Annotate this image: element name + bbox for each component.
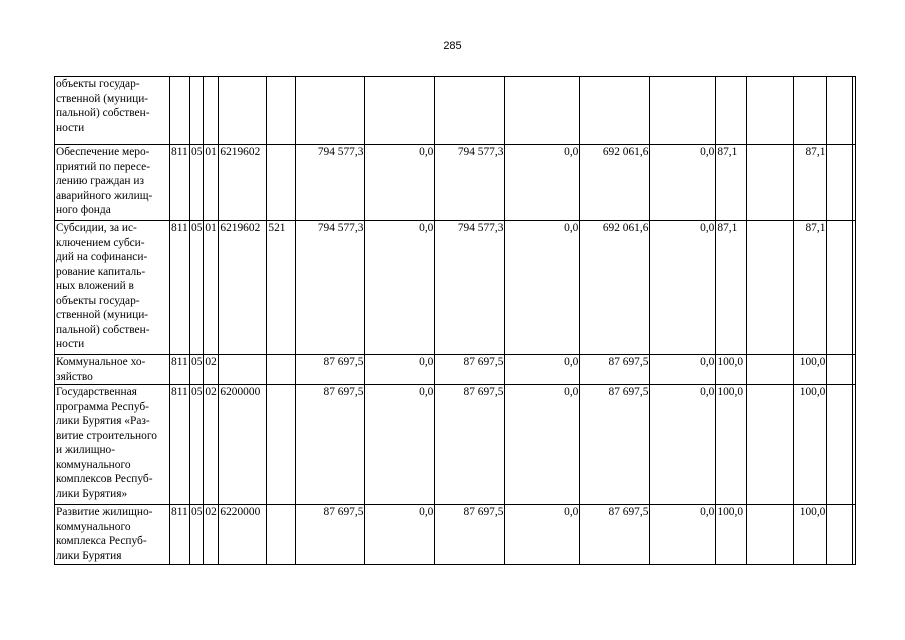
cell-name-line: комплексов Респуб- [56, 473, 153, 485]
cell-value-exec [580, 77, 650, 145]
cell-value-exec: 692 061,6 [580, 145, 650, 221]
cell-percent-budget [794, 77, 827, 145]
cell-percent-plan: 87,1 [716, 221, 747, 355]
cell-value-budget [435, 77, 505, 145]
cell-name-line: аварийного жилищ- [56, 189, 153, 202]
cell-code-vr [267, 505, 296, 565]
cell-code-pr: 02 [204, 355, 219, 385]
cell-name-line: лики Бурятия «Раз- [56, 415, 150, 427]
cell-code-gr: 811 [170, 221, 190, 355]
cell-empty-col [853, 221, 856, 355]
cell-value-plan-subv: 0,0 [365, 385, 435, 505]
table-row [55, 145, 856, 221]
cell-code-csr [219, 355, 267, 385]
cell-name [55, 221, 170, 355]
cell-code-csr [219, 77, 267, 145]
cell-empty-col [827, 355, 853, 385]
cell-empty-col [853, 77, 856, 145]
cell-empty-col [853, 145, 856, 221]
cell-name-line: объекты государ- [56, 78, 140, 90]
cell-code-csr: 6219602 [219, 221, 267, 355]
cell-name-line: пальной) собствен- [56, 107, 150, 119]
cell-empty-col [747, 221, 794, 355]
cell-percent-plan: 100,0 [716, 505, 747, 565]
cell-name-line: ного фонда [56, 204, 111, 216]
cell-code-vr: 521 [267, 221, 296, 355]
cell-value-plan: 87 697,5 [296, 355, 365, 385]
cell-code-gr [170, 77, 190, 145]
cell-code-pr: 01 [204, 145, 219, 221]
cell-name-line: ных вложений в [56, 280, 134, 292]
cell-name-line: коммунального [56, 520, 131, 533]
cell-value-plan: 87 697,5 [296, 385, 365, 505]
table-row [55, 355, 856, 385]
cell-name-line: зяйство [56, 370, 93, 383]
cell-name-line: ности [56, 338, 85, 350]
cell-code-vr [267, 145, 296, 221]
table-row [55, 505, 856, 565]
cell-value-budget: 794 577,3 [435, 145, 505, 221]
cell-value-exec-subv: 0,0 [650, 385, 716, 505]
cell-code-pr [204, 77, 219, 145]
cell-name-line: коммунального [56, 458, 131, 471]
table-body [55, 77, 856, 565]
cell-name [55, 385, 170, 505]
cell-name-line: объекты государ- [56, 294, 140, 307]
cell-value-plan-subv: 0,0 [365, 505, 435, 565]
table-row [55, 221, 856, 355]
cell-value-budget-subv: 0,0 [505, 221, 580, 355]
cell-empty-col [747, 145, 794, 221]
cell-empty-col [747, 385, 794, 505]
cell-code-rz: 05 [190, 385, 204, 505]
cell-name-line: Развитие жилищно- [56, 506, 153, 518]
cell-value-exec: 87 697,5 [580, 385, 650, 505]
cell-value-budget-subv: 0,0 [505, 355, 580, 385]
cell-empty-col [853, 355, 856, 385]
cell-empty-col [853, 505, 856, 565]
cell-value-exec-subv: 0,0 [650, 145, 716, 221]
cell-empty-col [827, 385, 853, 505]
cell-value-exec-subv: 0,0 [650, 221, 716, 355]
cell-value-exec: 87 697,5 [580, 355, 650, 385]
cell-value-budget: 794 577,3 [435, 221, 505, 355]
cell-percent-plan: 100,0 [716, 385, 747, 505]
cell-value-plan-subv [365, 77, 435, 145]
cell-value-budget-subv [505, 77, 580, 145]
cell-code-vr [267, 385, 296, 505]
cell-code-vr [267, 77, 296, 145]
cell-name-line: дий на софинанси- [56, 251, 148, 263]
cell-code-rz [190, 77, 204, 145]
cell-empty-col [747, 505, 794, 565]
cell-value-exec: 692 061,6 [580, 221, 650, 355]
cell-name [55, 505, 170, 565]
cell-percent-plan [716, 77, 747, 145]
cell-value-plan-subv: 0,0 [365, 145, 435, 221]
cell-code-gr: 811 [170, 505, 190, 565]
cell-value-budget: 87 697,5 [435, 505, 505, 565]
cell-value-plan: 794 577,3 [296, 145, 365, 221]
cell-name-line: Государственная [56, 386, 137, 398]
cell-value-exec-subv: 0,0 [650, 355, 716, 385]
cell-value-budget-subv: 0,0 [505, 505, 580, 565]
cell-code-pr: 01 [204, 221, 219, 355]
cell-name [55, 355, 170, 385]
cell-empty-col [827, 145, 853, 221]
cell-value-budget-subv: 0,0 [505, 145, 580, 221]
cell-name-line: приятий по пересе- [56, 160, 151, 173]
cell-empty-col [853, 385, 856, 505]
cell-percent-budget: 100,0 [794, 355, 827, 385]
cell-percent-budget: 87,1 [794, 145, 827, 221]
cell-name-line: лики Бурятия» [56, 487, 128, 500]
cell-percent-plan: 100,0 [716, 355, 747, 385]
cell-code-pr: 02 [204, 385, 219, 505]
cell-name-line: пальной) собствен- [56, 323, 150, 336]
cell-name [55, 77, 170, 145]
cell-name-line: комплекса Респуб- [56, 535, 147, 547]
cell-name-line: и жилищно- [56, 444, 116, 456]
cell-code-csr: 6200000 [219, 385, 267, 505]
table-row [55, 385, 856, 505]
cell-name-line: лению граждан из [56, 175, 144, 187]
cell-empty-col [747, 77, 794, 145]
cell-name-line: ственной (муници- [56, 92, 149, 105]
cell-name-line: рование капиталь- [56, 265, 146, 278]
cell-value-exec: 87 697,5 [580, 505, 650, 565]
cell-code-rz: 05 [190, 145, 204, 221]
cell-name-line: ключением субси- [56, 236, 145, 249]
cell-name-line: Субсидии, за ис- [56, 222, 137, 234]
cell-name-line: ности [56, 121, 85, 134]
cell-code-pr: 02 [204, 505, 219, 565]
cell-code-rz: 05 [190, 221, 204, 355]
cell-value-budget: 87 697,5 [435, 355, 505, 385]
cell-value-plan: 87 697,5 [296, 505, 365, 565]
cell-value-exec-subv [650, 77, 716, 145]
cell-empty-col [827, 221, 853, 355]
cell-percent-budget: 100,0 [794, 385, 827, 505]
cell-value-plan [296, 77, 365, 145]
cell-name-line: витие строительного [56, 429, 157, 442]
cell-value-plan-subv: 0,0 [365, 221, 435, 355]
cell-code-rz: 05 [190, 355, 204, 385]
page-number: 285 [443, 40, 462, 52]
cell-percent-budget: 87,1 [794, 221, 827, 355]
cell-code-gr: 811 [170, 355, 190, 385]
cell-code-gr: 811 [170, 145, 190, 221]
cell-name-line: программа Респуб- [56, 400, 149, 413]
cell-name-line: Коммунальное хо- [56, 356, 146, 368]
cell-name-line: ственной (муници- [56, 309, 149, 321]
cell-code-gr: 811 [170, 385, 190, 505]
cell-code-rz: 05 [190, 505, 204, 565]
cell-code-vr [267, 355, 296, 385]
budget-table [54, 76, 856, 565]
cell-value-plan: 794 577,3 [296, 221, 365, 355]
cell-name-line: лики Бурятия [56, 549, 122, 562]
cell-percent-plan: 87,1 [716, 145, 747, 221]
cell-value-plan-subv: 0,0 [365, 355, 435, 385]
cell-empty-col [747, 355, 794, 385]
cell-code-csr: 6219602 [219, 145, 267, 221]
cell-empty-col [827, 77, 853, 145]
cell-empty-col [827, 505, 853, 565]
cell-value-exec-subv: 0,0 [650, 505, 716, 565]
cell-value-budget-subv: 0,0 [505, 385, 580, 505]
cell-value-budget: 87 697,5 [435, 385, 505, 505]
cell-code-csr: 6220000 [219, 505, 267, 565]
cell-name [55, 145, 170, 221]
cell-percent-budget: 100,0 [794, 505, 827, 565]
table-row [55, 77, 856, 145]
cell-name-line: Обеспечение меро- [56, 146, 150, 158]
